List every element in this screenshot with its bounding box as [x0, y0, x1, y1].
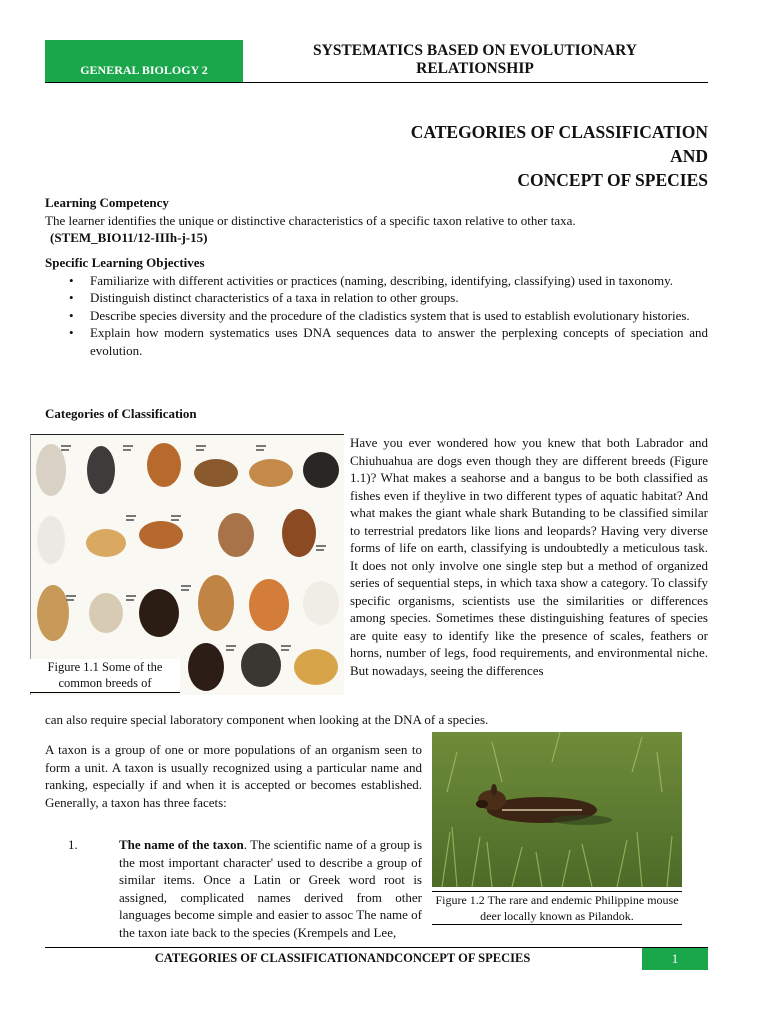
header-title-line2: RELATIONSHIP	[416, 60, 534, 77]
title-line3: CONCEPT OF SPECIES	[517, 170, 708, 190]
figure-1-2-caption: Figure 1.2 The rare and endemic Philippine mouse deer locally known as Pilandok.	[432, 891, 682, 925]
fig1-caption-line2: common breeds of	[58, 676, 152, 690]
figure-1-1-caption	[30, 659, 180, 693]
footer-divider	[45, 947, 708, 948]
mouse-deer-figure	[432, 732, 682, 887]
facets-list	[45, 836, 422, 941]
footer-title: CATEGORIES OF CLASSIFICATIONANDCONCEPT OF SPECIES	[154, 951, 531, 965]
list-item: • Explain how modern systematics uses DNA sequences data to answer the perplexing concepts of speciation and evolution.	[45, 324, 708, 359]
categories-paragraph-tail: can also require special laboratory component when looking at the DNA of a species.	[45, 712, 489, 727]
dog-breeds-image	[31, 435, 344, 695]
facet-term: The name of the taxon	[119, 837, 244, 852]
dog-breeds-figure	[30, 434, 344, 695]
objectives-heading: Specific Learning Objectives	[45, 255, 205, 270]
header-title	[250, 42, 700, 78]
learning-objectives	[45, 254, 708, 359]
categories-paragraph: Have you ever wondered how you knew that both Labrador and Chiuhuahua are dogs even though they are different breeds (Figure 1.1)? What makes a seahorse and a bangus to be both classified as fishes even if theylive in two different types of aquatic habitat? And what makes the giant whale shark Butanding to be classified similar to terrestrial predators like lions and leopards? Having very diverse forms of life on earth, classifying is undoubtedly a meticulous task. It does not only involve one single step but a method of organized series of sequential steps, in which taxa show a category. To classify specific organisms, scientists use the similarities or differences among species. Sometimes these distinguishing features of species are quite easy to identify like the presence of scales, feathers or horns, number of legs, food requirements, and environmental niche. But nowadays, seeing the differences	[350, 435, 708, 678]
page-number: 1	[642, 948, 708, 970]
list-item	[45, 836, 422, 941]
list-item: • Describe species diversity and the procedure of the cladistics system that is used to establish evolutionary histories.	[45, 307, 708, 325]
title-line1: CATEGORIES OF CLASSIFICATION	[410, 122, 708, 142]
learning-competency	[45, 194, 710, 247]
taxon-paragraph: A taxon is a group of one or more populations of an organism seen to form a unit. A taxon is usually recognized using a particular name and ranking, especially if and when it is accepted or becomes established. Generally, a taxon has three facets:	[45, 742, 422, 810]
facet-number: 1.	[68, 837, 78, 852]
title-line2: AND	[670, 146, 708, 166]
header-title-line1: SYSTEMATICS BASED ON EVOLUTIONARY	[313, 42, 637, 59]
competency-heading: Learning Competency	[45, 195, 169, 210]
competency-code: (STEM_BIO11/12-IIIh-j-15)	[50, 230, 208, 245]
mouse-deer-image	[432, 732, 682, 887]
categories-heading: Categories of Classification	[45, 406, 197, 421]
subject-tab: GENERAL BIOLOGY 2	[45, 40, 243, 82]
fig1-caption-line1: Figure 1.1 Some of the	[47, 660, 163, 674]
list-item: • Familiarize with different activities or practices (naming, describing, identifying, classifying) used in taxonomy.	[45, 272, 708, 290]
objectives-list	[45, 272, 708, 360]
facet-text: . The scientific name of a group is the most important character' used to describe a group of similar items. Once a Latin or Greek word root is assigned, complicated names derived from other languages become simple and easier to assoc The name of the taxon iate back to the species (Krempels and Lee,	[119, 837, 423, 940]
competency-text: The learner identifies the unique or distinctive characteristics of a specific taxon relative to other taxa.	[45, 212, 576, 228]
page-title	[411, 120, 708, 192]
list-item: • Distinguish distinct characteristics of a taxa in relation to other groups.	[45, 289, 708, 307]
header-divider	[45, 82, 708, 83]
